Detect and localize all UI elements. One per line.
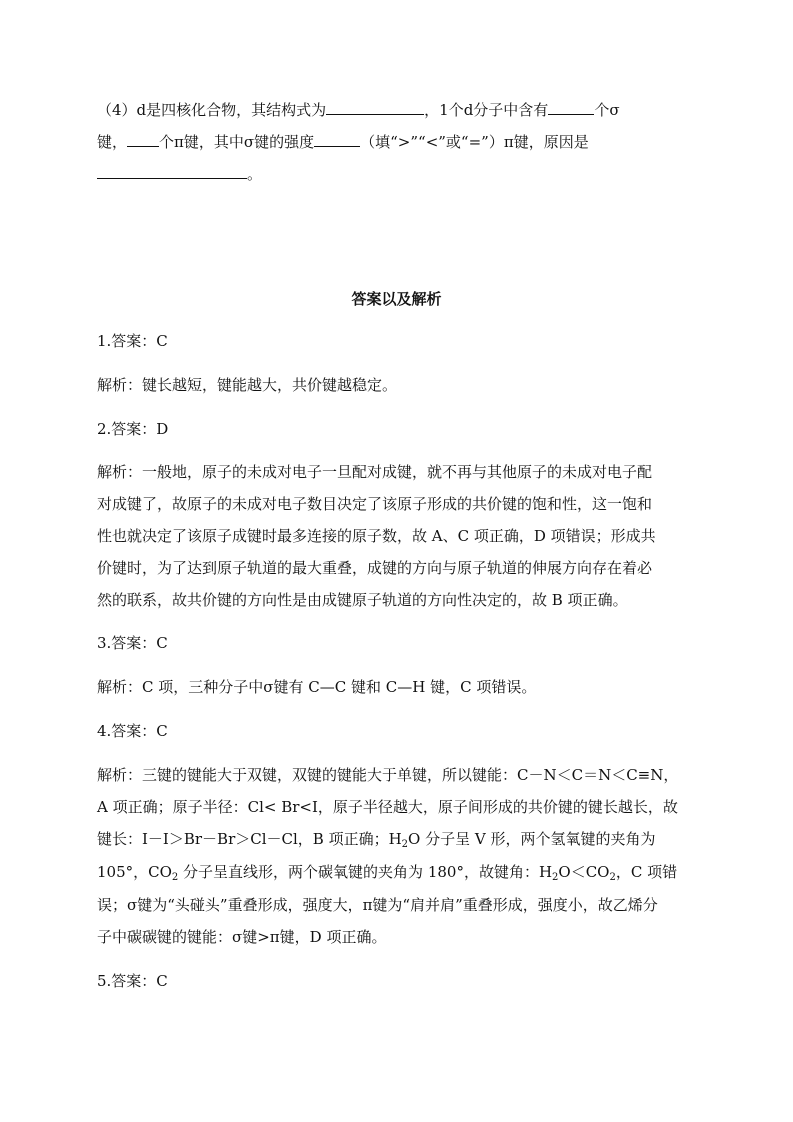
subscript: 2 [552,872,559,883]
q4-text-e: 个π键，其中σ键的强度 [159,133,315,151]
q4-text-g: 。 [247,165,263,183]
answer-1: 1.答案：C [97,332,168,350]
answer-2: 2.答案：D [97,420,169,438]
e4-4-text-d: ，C 项错 [615,863,678,881]
q4-text-f: （填“>”“<”或“=”）π键，原因是 [360,133,589,151]
explanation-4-line2: A 项正确；原子半径：Cl< Br<I，原子半径越大，原子间形成的共价键的键长越长，故 [97,798,678,816]
answer-4: 4.答案：C [97,722,168,740]
explanation-4-line3 [97,829,655,849]
question4-line1 [97,98,620,120]
q4-text-d: 键， [97,133,128,151]
reason-blank[interactable] [97,162,247,179]
subscript: 2 [609,872,616,883]
q4-text-b: ，1个d分子中含有 [424,101,549,119]
explanation-4-line5: 误；σ键为“头碰头”重叠形成，强度大，π键为“肩并肩”重叠形成，强度小，故乙烯分 [97,896,658,914]
explanation-3: 解析：C 项，三种分子中σ键有 C—C 键和 C—H 键，C 项错误。 [97,678,537,696]
explanation-2-line4: 价键时，为了达到原子轨道的最大重叠，成键的方向与原子轨道的伸展方向存在着必 [97,559,653,577]
answer-3: 3.答案：C [97,634,168,652]
subscript: 2 [171,872,179,883]
question4-line2 [97,130,589,152]
explanation-4-line4 [97,862,677,882]
sigma-count-blank[interactable] [548,98,594,115]
e4-3-text: 键长：I－I＞Br－Br＞Cl－Cl，B 项正确；H [97,830,402,848]
pi-count-blank[interactable] [127,130,159,147]
question4-line3 [97,162,262,184]
q4-text-c: 个σ [594,101,620,119]
e4-3-text-b: O 分子呈 V 形，两个氢氧键的夹角为 [408,830,656,848]
e4-4-text-c: O＜CO [558,863,610,881]
explanation-2-line5: 然的联系，故共价键的方向性是由成键原子轨道的方向性决定的，故 B 项正确。 [97,591,628,609]
structure-blank[interactable] [326,98,424,115]
e4-4-text-b: 分子呈直线形，两个碳氧键的夹角为 180°，故键角：H [178,863,553,881]
explanation-2-line3: 性也就决定了该原子成键时最多连接的原子数，故 A、C 项正确，D 项错误；形成共 [97,527,656,545]
explanation-2-line1: 解析：一般地，原子的未成对电子一旦配对成键，就不再与其他原子的未成对电子配 [97,463,653,481]
e4-4-text-a: 105°，CO [97,863,172,881]
explanation-1: 解析：键长越短，键能越大，共价键越稳定。 [97,376,398,394]
section-title: 答案以及解析 [351,290,442,308]
explanation-4-line1: 解析：三键的键能大于双键，双键的键能大于单键，所以键能：C－N＜C＝N＜C≡N， [97,766,679,784]
q4-text-a: （4）d是四核化合物，其结构式为 [97,101,327,119]
answer-5: 5.答案：C [97,972,168,990]
subscript: 2 [401,839,409,850]
explanation-4-line6: 子中碳碳键的键能：σ键>π键，D 项正确。 [97,928,387,946]
strength-compare-blank[interactable] [314,130,360,147]
explanation-2-line2: 对成键了，故原子的未成对电子数目决定了该原子形成的共价键的饱和性，这一饱和 [97,495,653,513]
